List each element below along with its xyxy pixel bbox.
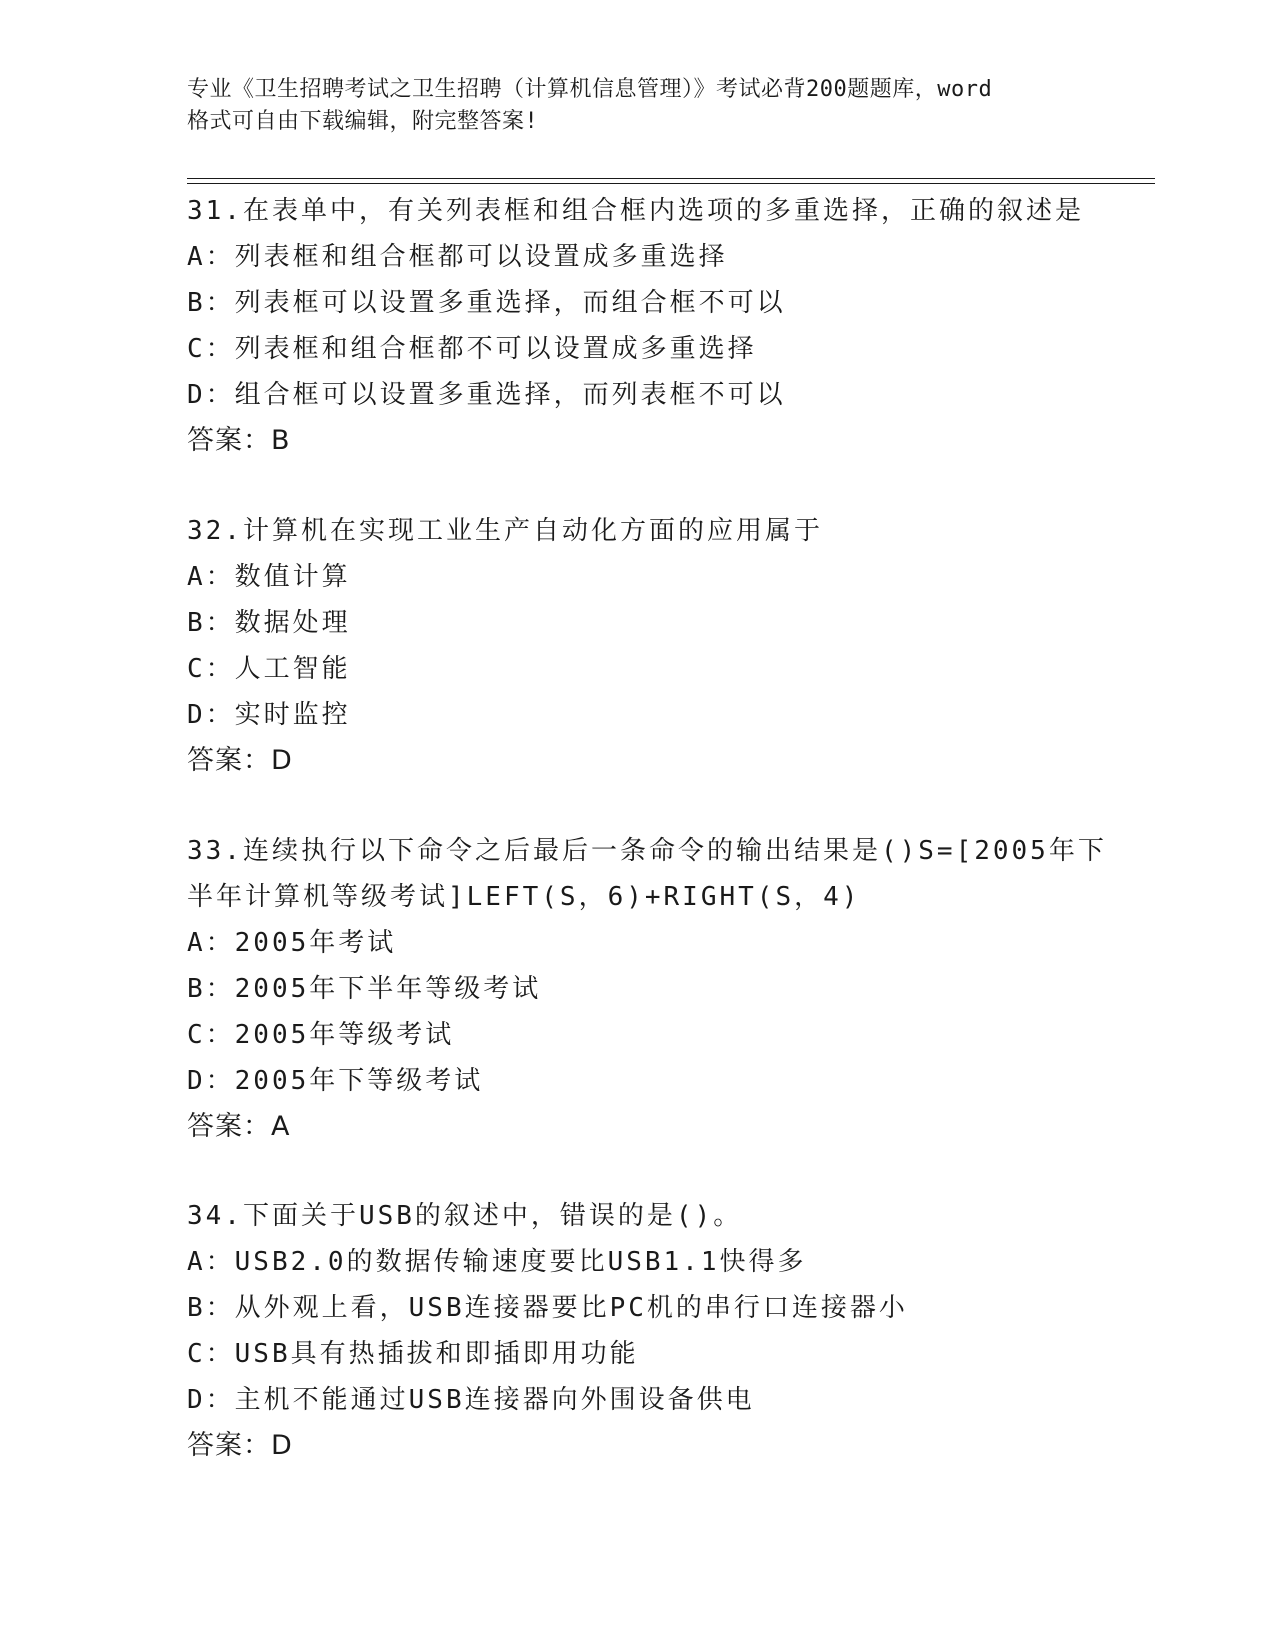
option-a: A：列表框和组合框都可以设置成多重选择 <box>187 242 728 272</box>
document-header <box>187 74 1107 138</box>
question-block <box>187 508 1147 784</box>
question-text: 34.下面关于USB的叙述中，错误的是()。 <box>187 1201 743 1231</box>
answer-text: 答案：D <box>187 745 293 776</box>
option-a: A：数值计算 <box>187 562 351 592</box>
answer-text: 答案：B <box>187 425 291 456</box>
header-line: 格式可自由下载编辑，附完整答案! <box>187 109 539 134</box>
question-block <box>187 188 1147 464</box>
option-d: D：主机不能通过USB连接器向外围设备供电 <box>187 1385 755 1415</box>
question-block <box>187 1193 1147 1469</box>
option-c: C：列表框和组合框都不可以设置成多重选择 <box>187 334 757 364</box>
question-text: 半年计算机等级考试]LEFT(S，6)+RIGHT(S，4) <box>187 882 861 912</box>
option-c: C：USB具有热插拔和即插即用功能 <box>187 1339 639 1369</box>
option-d: D：2005年下等级考试 <box>187 1066 484 1096</box>
option-d: D：实时监控 <box>187 700 351 730</box>
option-c: C：人工智能 <box>187 654 351 684</box>
answer-text: 答案：D <box>187 1430 293 1461</box>
option-a: A：USB2.0的数据传输速度要比USB1.1快得多 <box>187 1247 807 1277</box>
question-text: 33.连续执行以下命令之后最后一条命令的输出结果是()S=[2005年下 <box>187 836 1107 866</box>
header-divider <box>187 178 1155 179</box>
option-b: B：列表框可以设置多重选择，而组合框不可以 <box>187 288 786 318</box>
option-b: B：从外观上看，USB连接器要比PC机的串行口连接器小 <box>187 1293 908 1323</box>
question-text: 31.在表单中，有关列表框和组合框内选项的多重选择，正确的叙述是 <box>187 196 1084 226</box>
header-divider <box>187 183 1155 184</box>
option-b: B：2005年下半年等级考试 <box>187 974 542 1004</box>
question-block <box>187 828 1147 1150</box>
question-text: 32.计算机在实现工业生产自动化方面的应用属于 <box>187 516 823 546</box>
option-d: D：组合框可以设置多重选择，而列表框不可以 <box>187 380 786 410</box>
header-line: 专业《卫生招聘考试之卫生招聘（计算机信息管理）》考试必背200题题库，word <box>187 77 993 102</box>
option-c: C：2005年等级考试 <box>187 1020 455 1050</box>
answer-text: 答案：A <box>187 1111 291 1142</box>
option-a: A：2005年考试 <box>187 928 397 958</box>
option-b: B：数据处理 <box>187 608 351 638</box>
